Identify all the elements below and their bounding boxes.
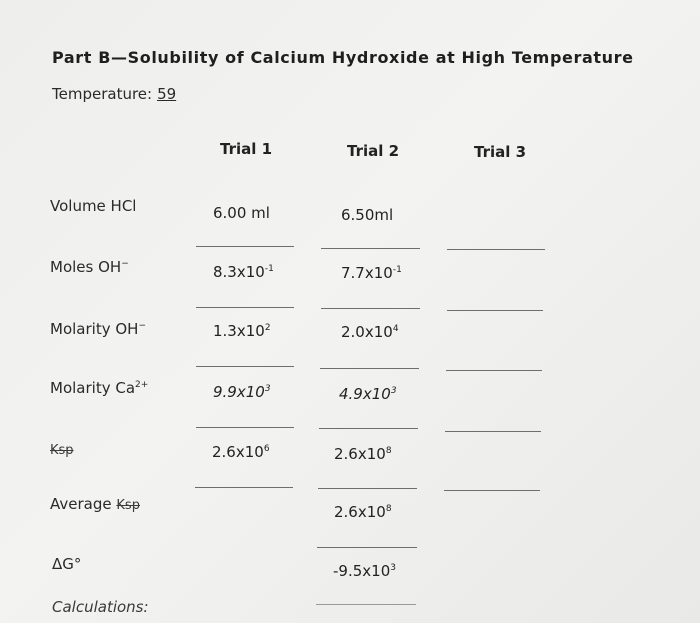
row-label-moles-oh: Moles OH− [50, 258, 129, 276]
cell-moles-oh-trial-2: $7.7x10^{-1}$ [341, 264, 402, 282]
blank-line [446, 370, 542, 371]
blank-line [320, 368, 419, 369]
calculations-label: Calculations: [52, 598, 149, 616]
blank-line [321, 248, 420, 249]
row-label-delta-g: ΔG° [52, 555, 82, 573]
blank-line [445, 431, 541, 432]
column-header-trial-1: Trial 1 [220, 140, 273, 158]
page-title: Part B—Solubility of Calcium Hydroxide at High Temperature [52, 48, 634, 67]
blank-line [447, 310, 543, 311]
row-label-ksp: Ksp [50, 443, 74, 458]
cell-delta-g: $-9.5x10^3$ [333, 562, 396, 580]
row-label-average-ksp: Average Ksp [50, 495, 140, 513]
temperature-label: Temperature: [52, 85, 153, 103]
blank-line [444, 490, 540, 491]
blank-line [196, 246, 294, 247]
blank-line [196, 366, 294, 367]
blank-line [319, 428, 418, 429]
cell-ksp-trial-2: $2.6x10^8$ [334, 445, 392, 463]
cell-average-ksp: $2.6x10^8$ [334, 503, 392, 521]
blank-line [317, 547, 417, 548]
temperature-line [52, 85, 176, 103]
blank-line [318, 488, 417, 489]
column-header-trial-2: Trial 2 [347, 142, 400, 160]
cell-volume-hcl-trial-2: 6.50ml [341, 206, 394, 224]
blank-line [196, 307, 294, 308]
row-label-molarity-oh: Molarity OH− [50, 320, 146, 338]
cell-moles-oh-trial-1: $8.3x10^{-1}$ [213, 263, 274, 281]
blank-line [195, 487, 293, 488]
column-header-trial-3: Trial 3 [474, 143, 527, 161]
row-label-volume-hcl: Volume HCl [50, 197, 137, 215]
cell-molarity-oh-trial-1: $1.3x10^2$ [213, 322, 271, 340]
cell-molarity-oh-trial-2: $2.0x10^4$ [341, 323, 399, 341]
cell-ksp-trial-1: $2.6x10^6$ [212, 443, 270, 461]
blank-line [196, 427, 294, 428]
blank-line [321, 308, 420, 309]
cell-molarity-ca-trial-1: $9.9x10^3$ [213, 383, 271, 401]
blank-line [447, 249, 545, 250]
blank-line [316, 604, 416, 605]
cell-volume-hcl-trial-1: 6.00 ml [213, 204, 270, 222]
cell-molarity-ca-trial-2: $4.9x10^3$ [339, 385, 397, 403]
temperature-value: 59 [157, 85, 177, 103]
row-label-molarity-ca: Molarity $Ca^{2+}$ [50, 379, 149, 397]
